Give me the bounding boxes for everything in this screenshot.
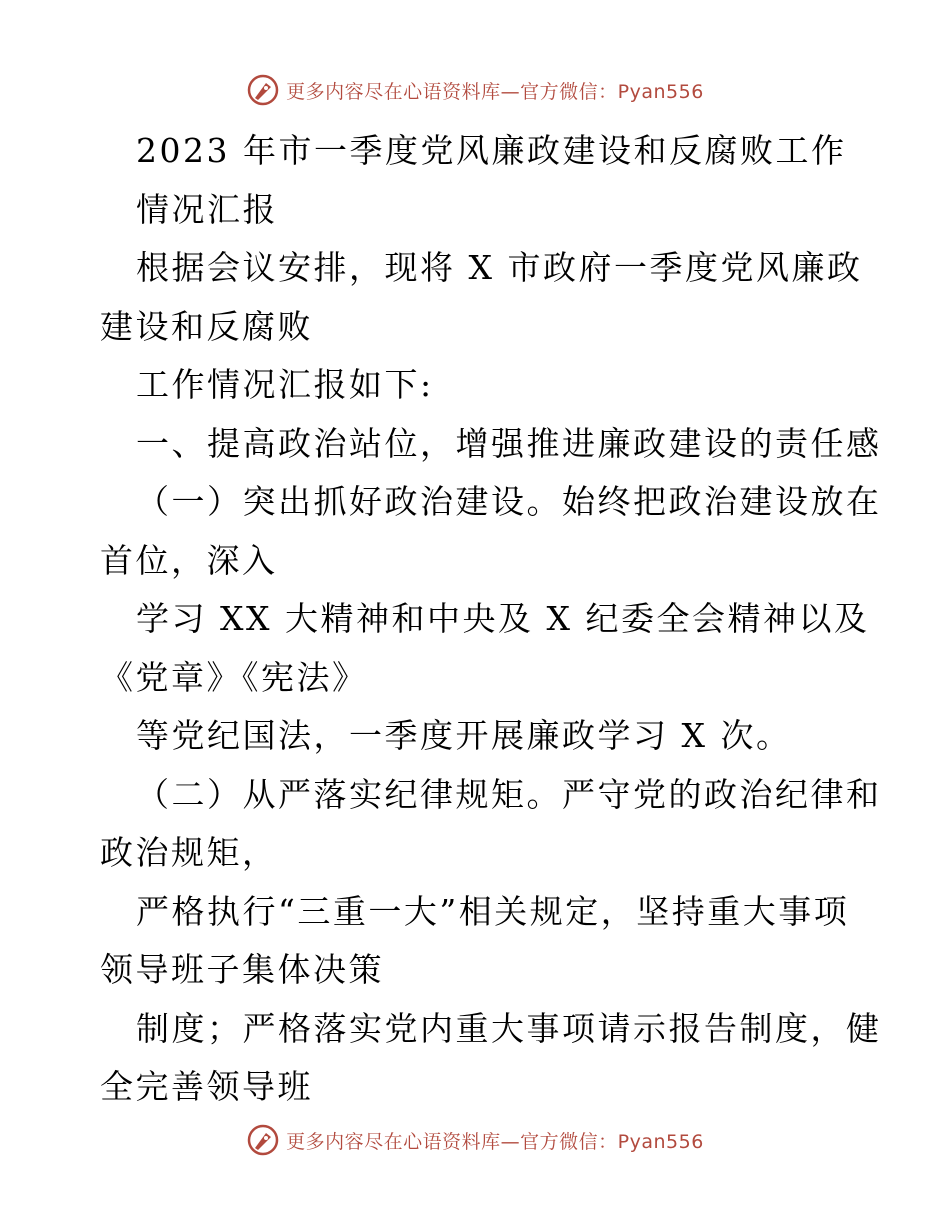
text-line: 一、提高政治站位，增强推进廉政建设的责任感: [136, 423, 882, 463]
text-line: 领导班子集体决策: [100, 950, 384, 989]
footer-watermark: [0, 1120, 950, 1160]
text-line: 《党章》《宪法》: [100, 657, 368, 697]
text-line: 情况汇报: [136, 189, 278, 229]
watermark-text: 更多内容尽在心语资料库—官方微信：Pyan556: [286, 80, 704, 103]
document-body: [100, 122, 882, 1117]
text-line: （一）突出抓好政治建设。始终把政治建设放在: [136, 482, 882, 521]
text-line: 工作情况汇报如下:: [136, 365, 434, 404]
text-line: 全完善领导班: [100, 1067, 313, 1106]
text-line: 根据会议安排，现将 X 市政府一季度党风廉政: [136, 248, 863, 287]
text-line: 政治规矩，: [100, 833, 278, 872]
text-line: 制度；严格落实党内重大事项请示报告制度，健: [136, 1008, 882, 1048]
text-line: 2023 年市一季度党风廉政建设和反腐败工作: [136, 131, 847, 170]
pen-nib-logo-icon: [246, 73, 280, 107]
watermark-text: 更多内容尽在心语资料库—官方微信：Pyan556: [286, 1130, 704, 1153]
text-line: 学习 XX 大精神和中央及 X 纪委全会精神以及: [136, 599, 870, 638]
text-line: 建设和反腐败: [100, 306, 313, 346]
text-line: 等党纪国法，一季度开展廉政学习 X 次。: [136, 716, 792, 755]
header-watermark: [0, 70, 950, 110]
text-line: （二）从严落实纪律规矩。严守党的政治纪律和: [136, 774, 882, 814]
text-line: 严格执行“三重一大”相关规定，坚持重大事项: [136, 891, 850, 931]
text-line: 首位，深入: [100, 540, 278, 580]
pen-nib-logo-icon: [246, 1123, 280, 1157]
